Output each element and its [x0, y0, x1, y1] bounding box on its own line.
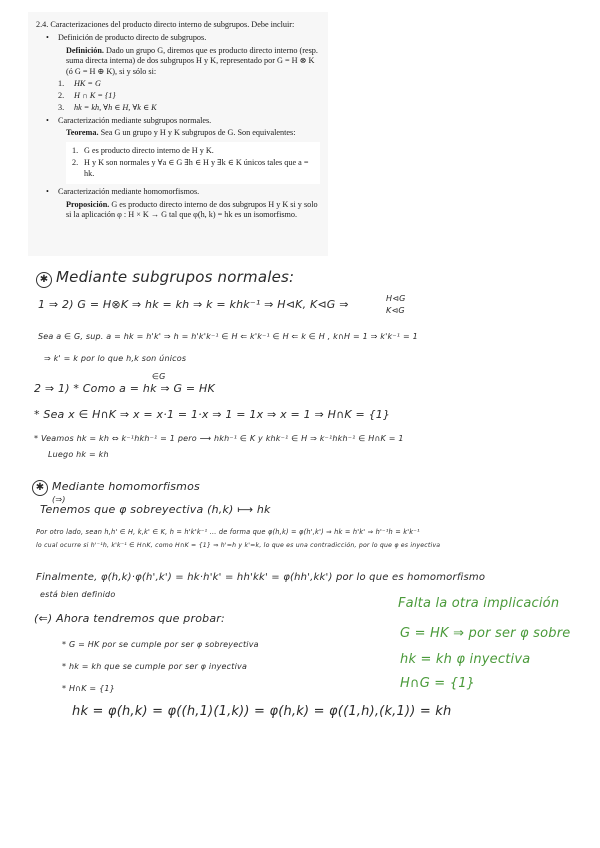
bullet-definition: • Definición de producto directo de subgrupos.: [36, 33, 320, 44]
circled-star-icon: ✱: [36, 272, 52, 288]
note-line-7: Luego hk = kh: [48, 450, 109, 459]
bullet-homomorphisms: • Caracterización mediante homomorfismos.: [36, 187, 320, 198]
note-line-15: * hk = kh que se cumple por ser φ inyectiva: [62, 662, 248, 671]
equivalence-2-text: H y K son normales y ∀a ∈ G ∃h ∈ H y ∃k ∈ K únicos tales que a = hk.: [84, 158, 309, 178]
section-homomorphisms-text: Mediante homomorfismos: [52, 480, 200, 493]
theorem-title: Teorema.: [66, 128, 99, 138]
equivalence-2: [66, 158, 318, 180]
section-homomorphisms-title: [32, 480, 200, 496]
definition-text: Dado un grupo G, diremos que es producto directo interno (resp. suma directa interna) de dos subgrupos H y K, representado por G = H ⊗ K (ó G = H ⊕ K), si y sólo si:: [66, 45, 318, 77]
note-line-3: ⇒ k' = k por lo que h,k son únicos: [44, 354, 187, 363]
correction-note-2: G = HK ⇒ por ser φ sobre: [400, 626, 571, 641]
condition-3-text: hk = kh, ∀h ∈ H, ∀k ∈ K: [74, 102, 157, 112]
note-line-14: * G = HK por se cumple por ser φ sobreyectiva: [62, 640, 259, 649]
condition-1-text: HK = G: [74, 79, 101, 89]
condition-2-number: 2.: [58, 90, 65, 100]
equivalence-1-text: G es producto directo interno de H y K.: [84, 146, 214, 156]
correction-note-3: hk = kh φ inyectiva: [400, 652, 531, 667]
condition-1-number: 1.: [58, 79, 65, 89]
note-line-4: 2 ⇒ 1) * Como a = hk ⇒ G = HK: [34, 382, 215, 395]
definition-paragraph: [36, 46, 320, 78]
definition-title: Definición.: [66, 45, 104, 55]
note-line-12: está bien definido: [40, 590, 116, 599]
proposition-title: Proposición.: [66, 199, 110, 209]
printed-excerpt: [28, 12, 328, 256]
section-normal-subgroups-title: [36, 268, 294, 288]
note-line-4-superscript: ∈G: [152, 372, 166, 381]
forward-direction-marker: (⇒): [52, 495, 66, 504]
excerpt-heading: 2.4. Caracterizaciones del producto directo interno de subgrupos. Debe incluir:: [36, 20, 295, 29]
equivalence-1: [66, 146, 318, 157]
note-line-5: * Sea x ∈ H∩K ⇒ x = x·1 = 1·x ⇒ 1 = 1x ⇒ x = 1 ⇒ H∩K = {1}: [34, 408, 391, 421]
note-line-9: Por otro lado, sean h,h' ∈ H, k,k' ∈ K, h = h'k'k⁻¹ ... de forma que φ(h,k) = φ(h',k') ⇒ hk = h'k' ⇒ h'⁻¹h = k'k⁻¹: [36, 528, 420, 536]
note-line-13: (⇐) Ahora tendremos que probar:: [34, 612, 225, 625]
correction-note-1: Falta la otra implicación: [398, 596, 560, 611]
condition-3-number: 3.: [58, 102, 65, 112]
circled-star-icon: ✱: [32, 480, 48, 496]
note-line-6: * Veamos hk = kh ⇔ k⁻¹hkh⁻¹ = 1 pero ⟶ hkh⁻¹ ∈ K y khk⁻¹ ∈ H ⇒ k⁻¹hkh⁻¹ ∈ H∩K = 1: [34, 434, 404, 443]
note-line-16: * H∩K = {1}: [62, 684, 115, 693]
condition-2-text: H ∩ K = {1}: [74, 90, 116, 100]
correction-note-4: H∩G = {1}: [400, 676, 476, 691]
condition-1: [36, 79, 320, 90]
proposition-text: G es producto directo interno de dos subgrupos H y K si y solo si la aplicación φ : H × K → G tal que φ(h, k) = hk es un isomorfismo.: [66, 199, 318, 220]
proposition-paragraph: [36, 200, 320, 222]
equivalence-2-number: 2.: [72, 158, 79, 168]
condition-3: [36, 103, 320, 114]
section-normal-subgroups-text: Mediante subgrupos normales:: [56, 268, 295, 286]
note-line-8: Tenemos que φ sobreyectiva (h,k) ⟼ hk: [40, 503, 271, 516]
note-line-1: 1 ⇒ 2) G = H⊗K ⇒ hk = kh ⇒ k = khk⁻¹ ⇒ H⊲K, K⊲G ⇒: [38, 298, 349, 311]
note-line-11: Finalmente, φ(h,k)·φ(h',k') = hk·h'k' = hh'kk' = φ(hh',kk') por lo que es homomorfismo: [36, 572, 486, 583]
note-line-17: hk = φ(h,k) = φ((h,1)(1,k)) = φ(h,k) = φ((1,h),(k,1)) = kh: [72, 704, 452, 719]
equivalence-1-number: 1.: [72, 146, 79, 156]
note-line-2: Sea a ∈ G, sup. a = hk = h'k' ⇒ h = h'k'k⁻¹ ∈ H ⇐ k'k⁻¹ ∈ H ⇐ k ∈ H , k∩H = 1 ⇒ k'k⁻¹ = 1: [38, 332, 418, 341]
note-line-10: lo cual ocurre si h'⁻¹h, k'k⁻¹ ∈ H∩K, como H∩K = {1} ⇒ h'=h y k'=k, lo que es una contradicción, por lo que φ es inyectiva: [36, 542, 441, 549]
theorem-text: Sea G un grupo y H y K subgrupos de G. Son equivalentes:: [100, 128, 296, 138]
note-line-1-side-b: K⊲G: [386, 306, 405, 315]
note-line-1-side-a: H⊲G: [386, 294, 406, 303]
condition-2: [36, 91, 320, 102]
theorem-equivalences: [66, 142, 320, 183]
theorem-paragraph: [36, 128, 320, 139]
bullet-normal-subgroups: • Caracterización mediante subgrupos normales.: [36, 116, 320, 127]
